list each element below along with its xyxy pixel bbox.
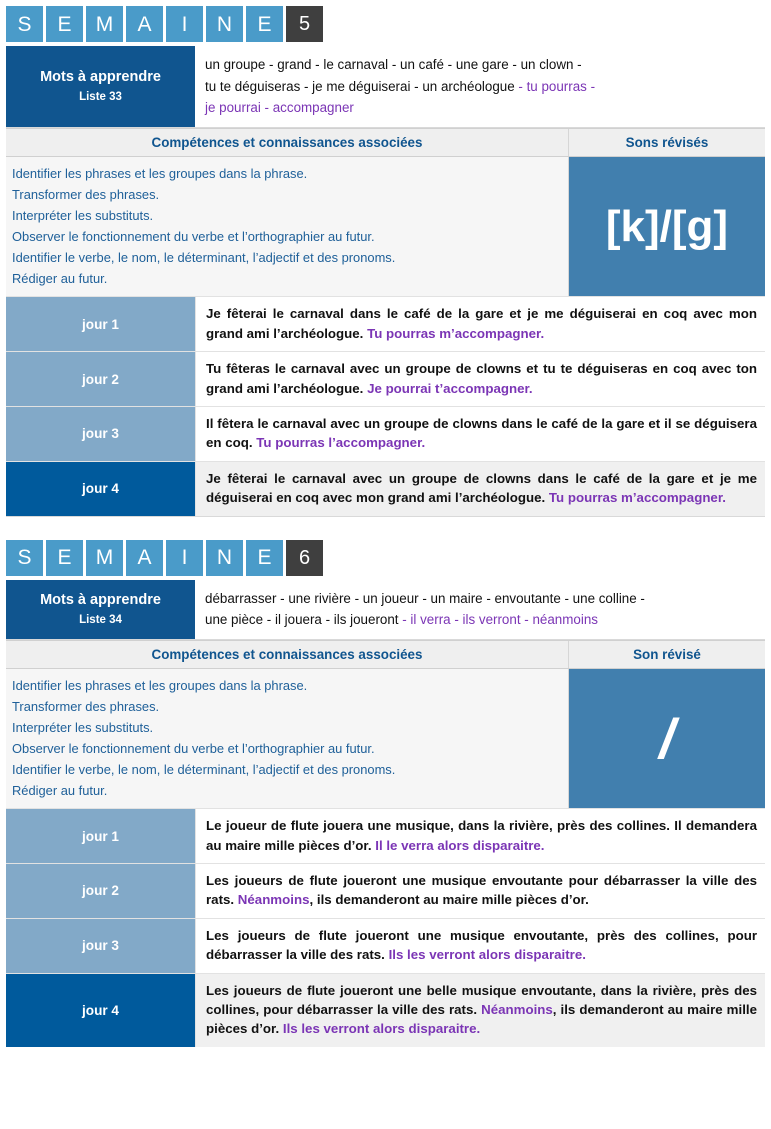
competences-header: Compétences et connaissances associées	[6, 129, 569, 156]
sentence-purple: Je pourrai t’accompagner.	[367, 380, 533, 396]
competence-item: Interpréter les substituts.	[12, 208, 154, 224]
day-sentence	[195, 407, 765, 461]
words-line-2-plain: tu te déguiseras - je me déguiserai - un archéologue	[205, 78, 519, 94]
competence-item: Identifier les phrases et les groupes dans la phrase.	[12, 677, 308, 693]
competence-item: Transformer des phrases.	[12, 187, 160, 203]
words-line-1: débarrasser - une rivière - un joueur - un maire - envoutante - une colline -	[205, 590, 645, 606]
day-row	[6, 296, 765, 351]
sounds-header: Son révisé	[633, 646, 701, 662]
competence-item: Identifier le verbe, le nom, le déterminant, l’adjectif et des pronoms.	[12, 762, 396, 778]
words-line-2-plain: une pièce - il jouera - ils joueront	[205, 612, 403, 628]
semaine-letter-tile: A	[126, 6, 163, 42]
semaine-letter-tile: S	[6, 540, 43, 576]
words-to-learn-label-cell	[6, 580, 195, 639]
sounds-header: Sons révisés	[625, 135, 709, 151]
competence-item: Rédiger au futur.	[12, 783, 108, 799]
sentence-black: Les joueurs de flute joueront une musique envoutante, près des collines, pour débarrasser la ville des rats.	[206, 927, 757, 963]
competence-item: Rédiger au futur.	[12, 271, 108, 287]
day-row	[6, 973, 765, 1047]
day-row	[6, 918, 765, 973]
sentence-purple: Tu pourras m’accompagner.	[367, 325, 545, 341]
day-label: jour 2	[6, 352, 195, 406]
words-to-learn-title: Mots à apprendre	[40, 591, 161, 608]
semaine-letter-tile: A	[126, 540, 163, 576]
words-line-1: un groupe - grand - le carnaval - un café - une gare - un clown -	[205, 57, 582, 72]
semaine-title-bar-5	[0, 0, 771, 46]
words-to-learn-content	[195, 580, 765, 639]
sound-display: /	[569, 669, 765, 808]
sentence-purple: Ils les verront alors disparaitre.	[388, 947, 586, 963]
competence-item: Observer le fonctionnement du verbe et l’orthographier au futur.	[12, 229, 375, 245]
words-to-learn-title: Mots à apprendre	[40, 68, 161, 85]
day-sentence	[195, 919, 765, 973]
day-row	[6, 863, 765, 918]
competences-list	[6, 157, 569, 296]
competences-header: Compétences et connaissances associées	[6, 641, 569, 668]
day-label: jour 2	[6, 864, 195, 918]
day-row	[6, 406, 765, 461]
sentence-black: Tu fêteras le carnaval avec un groupe de clowns et tu te déguiseras en coq avec ton grand ami l’archéologue.	[206, 361, 757, 396]
sentence-tail: , ils demanderont au maire mille pièces d’or.	[206, 1001, 757, 1037]
sentence-purple: Il le verra alors disparaitre.	[375, 837, 545, 853]
sentence-tail: , ils demanderont au maire mille pièces d’or.	[309, 892, 589, 908]
sentence-purple: Tu pourras l’accompagner.	[256, 435, 426, 451]
competence-item: Transformer des phrases.	[12, 698, 160, 714]
competences-row-6	[6, 669, 765, 808]
day-row	[6, 808, 765, 863]
semaine-letter-tile: I	[166, 6, 203, 42]
semaine-letter-tile: E	[46, 540, 83, 576]
day-sentence	[195, 974, 765, 1047]
sentence-black: Je fêterai le carnaval avec un groupe de clowns dans le café de la gare et je me déguiserai en coq avec mon grand ami l’archéologue.	[206, 470, 757, 506]
table-header-row-5	[6, 128, 765, 157]
words-line-2-purple: - il verra - ils verront - néanmoins	[402, 612, 598, 628]
week-section-6	[0, 534, 771, 1047]
sentence-purple-2: Ils les verront alors disparaitre.	[282, 1021, 481, 1037]
day-sentence	[195, 352, 765, 406]
sentence-black: Le joueur de flute jouera une musique, dans la rivière, près des collines. Il demandera au maire mille pièces d’or.	[206, 818, 757, 853]
competences-row-5	[6, 157, 765, 296]
semaine-letter-tile: S	[6, 6, 43, 42]
day-label: jour 3	[6, 919, 195, 973]
semaine-letter-tile: M	[86, 540, 123, 576]
day-label: jour 4	[6, 462, 195, 516]
week-number-tile: 5	[286, 6, 323, 42]
words-line-3-purple: je pourrai - accompagner	[205, 100, 354, 116]
words-list-number: Liste 34	[79, 613, 122, 626]
competence-item: Identifier le verbe, le nom, le déterminant, l’adjectif et des pronoms.	[12, 250, 396, 266]
table-header-row-6	[6, 640, 765, 669]
day-sentence	[195, 809, 765, 863]
day-sentence	[195, 297, 765, 351]
semaine-letter-tile: E	[246, 540, 283, 576]
sentence-black: Les joueurs de flute joueront une musique envoutante pour débarrasser la ville des rats.	[206, 872, 757, 908]
day-sentence	[195, 864, 765, 918]
sentence-black: Les joueurs de flute joueront une belle musique envoutante, dans la rivière, près des collines, pour débarrasser la ville des rats.	[206, 982, 757, 1017]
week-section-5	[0, 0, 771, 517]
day-sentence	[195, 462, 765, 516]
sentence-black: Je fêterai le carnaval dans le café de la gare et je me déguiserai en coq avec mon grand ami l’archéologue.	[206, 306, 757, 341]
words-to-learn-content	[195, 46, 765, 127]
words-line-2-purple: - tu pourras -	[518, 78, 596, 94]
day-label: jour 3	[6, 407, 195, 461]
competence-item: Identifier les phrases et les groupes dans la phrase.	[12, 166, 308, 182]
semaine-letter-tile: N	[206, 6, 243, 42]
day-label: jour 1	[6, 809, 195, 863]
day-label: jour 1	[6, 297, 195, 351]
sentence-purple: Néanmoins	[481, 1001, 553, 1017]
day-label: jour 4	[6, 974, 195, 1047]
sound-display: [k]/[g]	[569, 157, 765, 296]
sentence-purple: Tu pourras m’accompagner.	[548, 490, 726, 506]
words-list-number: Liste 33	[79, 91, 122, 104]
week-number-tile: 6	[286, 540, 323, 576]
competence-item: Observer le fonctionnement du verbe et l’orthographier au futur.	[12, 741, 375, 757]
competence-item: Interpréter les substituts.	[12, 720, 154, 736]
words-to-learn-row	[6, 580, 765, 640]
sentence-black: Il fêtera le carnaval avec un groupe de clowns dans le café de la gare et il se déguisera en coq.	[206, 415, 757, 451]
semaine-letter-tile: M	[86, 6, 123, 42]
section-gap	[0, 517, 771, 534]
semaine-letter-tile: I	[166, 540, 203, 576]
day-row	[6, 461, 765, 516]
semaine-title-bar-6	[0, 534, 771, 580]
semaine-letter-tile: E	[46, 6, 83, 42]
words-to-learn-label-cell	[6, 46, 195, 127]
words-to-learn-row	[6, 46, 765, 128]
day-row	[6, 351, 765, 406]
semaine-letter-tile: E	[246, 6, 283, 42]
competences-list	[6, 669, 569, 808]
semaine-letter-tile: N	[206, 540, 243, 576]
sentence-purple: Néanmoins	[237, 892, 310, 908]
